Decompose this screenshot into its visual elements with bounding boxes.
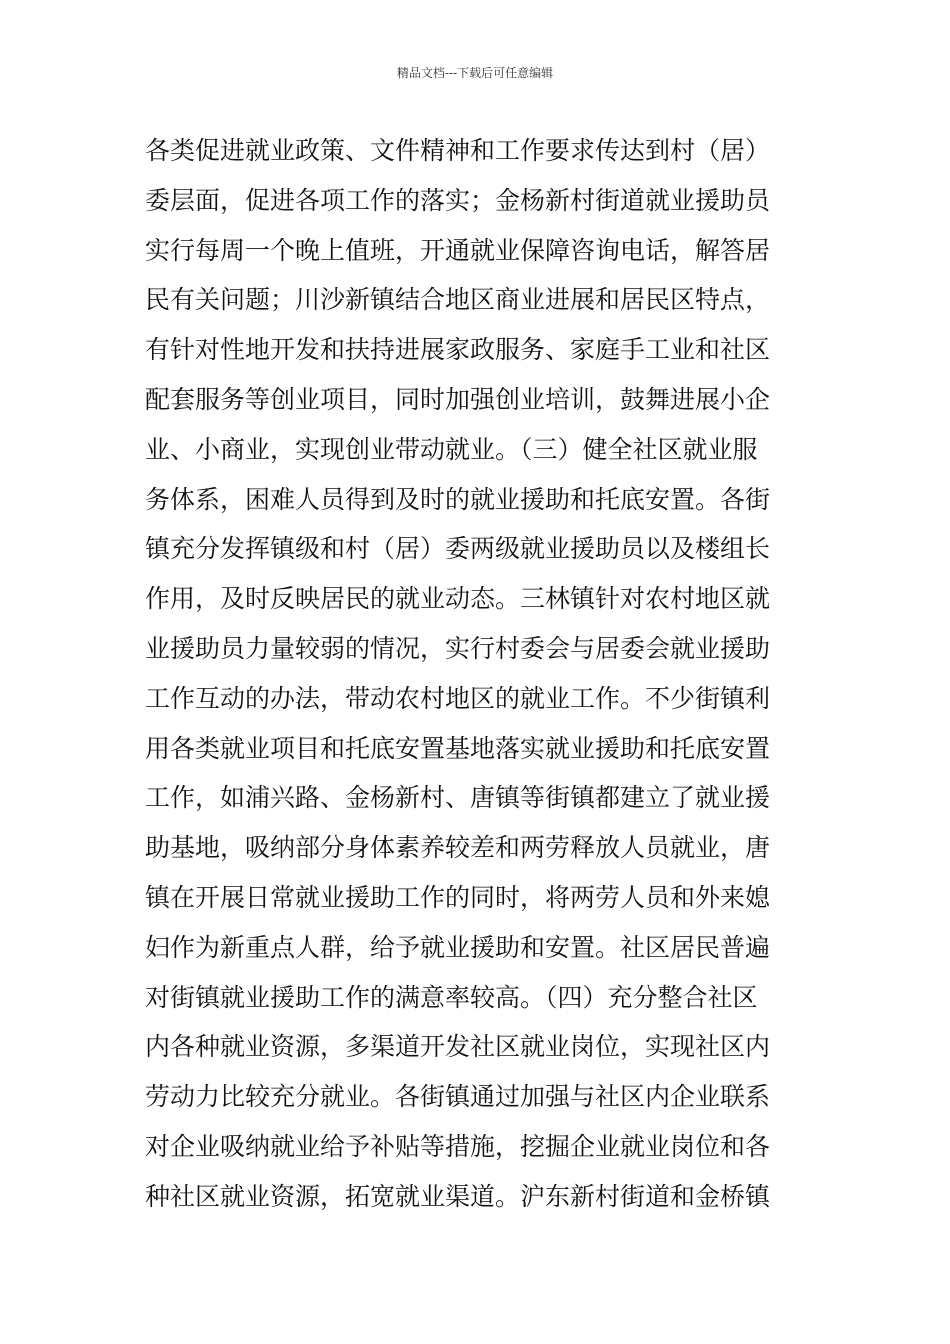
- text-line: 内各种就业资源，多渠道开发社区就业岗位，实现社区内: [145, 1032, 771, 1062]
- page-header: 精品文档---下载后可任意编辑: [396, 66, 554, 80]
- text-line: 业援助员力量较弱的情况，实行村委会与居委会就业援助: [145, 633, 771, 663]
- text-line: 妇作为新重点人群，给予就业援助和安置。社区居民普遍: [145, 932, 771, 962]
- text-line: 用各类就业项目和托底安置基地落实就业援助和托底安置: [145, 733, 771, 763]
- text-line: 委层面，促进各项工作的落实；金杨新村街道就业援助员: [145, 185, 771, 215]
- text-line: 工作，如浦兴路、金杨新村、唐镇等街镇都建立了就业援: [145, 783, 771, 813]
- text-line: 有针对性地开发和扶持进展家政服务、家庭手工业和社区: [145, 335, 771, 365]
- text-line: 各类促进就业政策、文件精神和工作要求传达到村（居）: [145, 136, 771, 165]
- text-line: 工作互动的办法，带动农村地区的就业工作。不少街镇利: [145, 683, 771, 713]
- text-line: 助基地，吸纳部分身体素养较差和两劳释放人员就业，唐: [145, 833, 771, 863]
- text-line: 劳动力比较充分就业。各街镇通过加强与社区内企业联系: [145, 1082, 771, 1112]
- text-line: 镇充分发挥镇级和村（居）委两级就业援助员以及楼组长: [145, 534, 771, 564]
- text-line: 民有关问题；川沙新镇结合地区商业进展和居民区特点，: [145, 285, 771, 315]
- text-line: 种社区就业资源，拓宽就业渠道。沪东新村街道和金桥镇: [145, 1181, 771, 1211]
- text-line: 作用，及时反映居民的就业动态。三林镇针对农村地区就: [145, 584, 771, 614]
- text-line: 实行每周一个晚上值班，开通就业保障咨询电话，解答居: [145, 235, 771, 265]
- text-line: 镇在开展日常就业援助工作的同时，将两劳人员和外来媳: [145, 882, 771, 912]
- text-line: 对街镇就业援助工作的满意率较高。（四）充分整合社区: [145, 982, 758, 1012]
- text-line: 业、小商业，实现创业带动就业。（三）健全社区就业服: [145, 434, 758, 464]
- text-line: 务体系，困难人员得到及时的就业援助和托底安置。各街: [145, 484, 771, 514]
- text-line: 配套服务等创业项目，同时加强创业培训，鼓舞进展小企: [145, 384, 771, 414]
- text-line: 对企业吸纳就业给予补贴等措施，挖掘企业就业岗位和各: [145, 1131, 771, 1161]
- document-body: [145, 126, 815, 1222]
